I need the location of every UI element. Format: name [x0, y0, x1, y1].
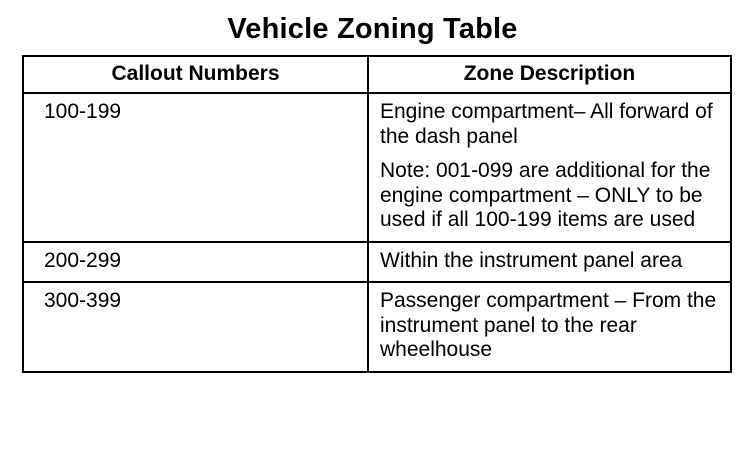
zone-description-cell: [368, 282, 731, 372]
page-title: Vehicle Zoning Table: [227, 13, 518, 45]
table-row: [23, 242, 731, 283]
callout-cell: 100-199: [23, 93, 368, 242]
table-row: [23, 93, 731, 242]
zone-note-text: Note: 001-099 are additional for the engine compartment – ONLY to be used if all 100-199 items are used: [380, 159, 711, 231]
table-header-row: [23, 56, 731, 93]
zone-description-text: Within the instrument panel area: [380, 248, 683, 272]
column-header-zone-description: Zone Description: [368, 56, 731, 93]
zone-description-text: Passenger compartment – From the instrument panel to the rear wheelhouse: [380, 289, 717, 361]
table-row: [23, 282, 731, 372]
callout-cell: 200-299: [23, 242, 368, 283]
column-header-callout-numbers: Callout Numbers: [23, 56, 368, 93]
zone-description-cell: [368, 93, 731, 242]
zone-description-cell: [368, 242, 731, 283]
callout-cell: 300-399: [23, 282, 368, 372]
zone-description-text: Engine compartment– All forward of the dash panel: [380, 100, 713, 148]
vehicle-zoning-table: [22, 55, 732, 373]
